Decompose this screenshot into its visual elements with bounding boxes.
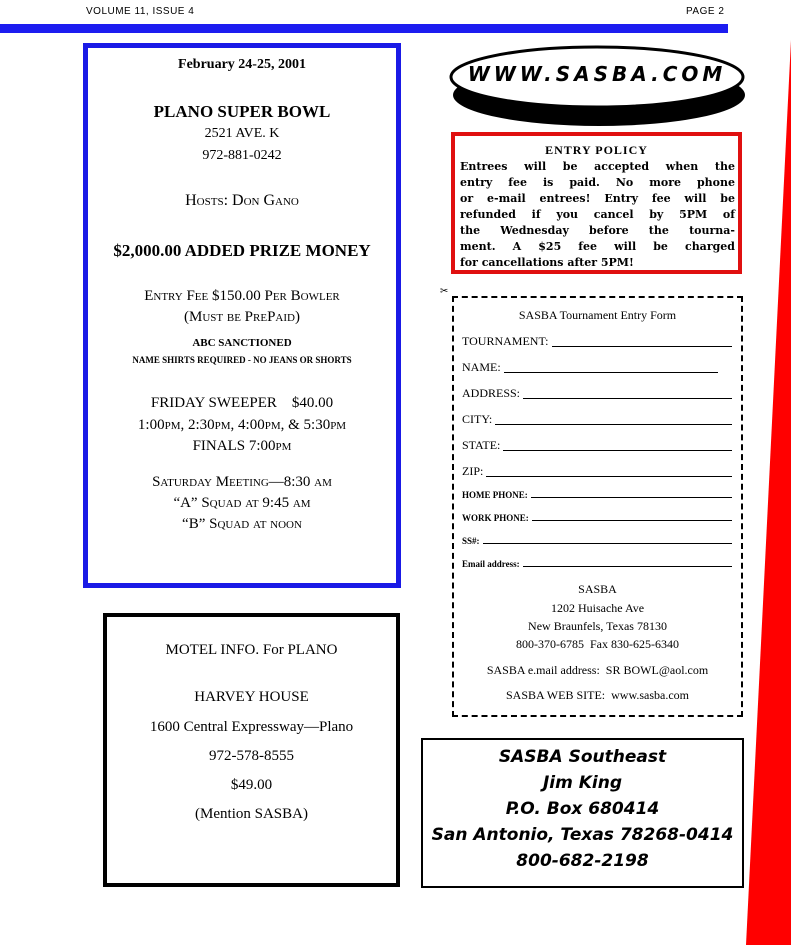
form-phones: 800-370-6785 Fax 830-625-6340 [516, 637, 679, 651]
event-prepaid: (Must be PrePaid) [184, 309, 300, 325]
event-address: 2521 AVE. K [204, 126, 280, 141]
page-number: PAGE 2 [686, 6, 725, 17]
southeast-city: San Antonio, Texas 78268-0414 [431, 825, 734, 845]
motel-address: 1600 Central Expressway—Plano [149, 719, 354, 735]
motel-title: MOTEL INFO. For PLANO [165, 642, 338, 658]
motel-name: HARVEY HOUSE [194, 689, 309, 705]
policy-line: refunded if you cancel by 5PM of [460, 208, 735, 221]
policy-line: Entrees will be accepted when the [460, 160, 735, 173]
red-wedge-decoration [740, 40, 791, 945]
southeast-box: P.O. Box 680414 [505, 799, 660, 819]
policy-line: ment. A $25 fee will be charged [460, 240, 735, 253]
event-sanction: ABC SANCTIONED [192, 337, 292, 349]
website-banner-text[interactable]: WWW.SASBA.COM [467, 62, 727, 86]
motel-phone: 972-578-8555 [209, 748, 294, 764]
form-field-home-phone[interactable]: HOME PHONE: [462, 490, 732, 500]
motel-note: (Mention SASBA) [195, 806, 308, 822]
form-org: SASBA [578, 582, 617, 596]
policy-title: ENTRY POLICY [545, 143, 648, 157]
event-dress-code: NAME SHIRTS REQUIRED - NO JEANS OR SHORTS [132, 355, 352, 365]
form-field-zip[interactable]: ZIP: [462, 464, 732, 479]
event-entry-fee: Entry Fee $150.00 Per Bowler [144, 288, 340, 304]
form-website[interactable]: SASBA WEB SITE: www.sasba.com [506, 688, 689, 702]
form-field-state[interactable]: STATE: [462, 438, 732, 453]
event-venue: PLANO SUPER BOWL [153, 102, 331, 121]
form-email[interactable]: SASBA e.mail address: SR BOWL@aol.com [486, 663, 709, 677]
event-hosts: Hosts: Don Gano [185, 192, 299, 209]
form-title: SASBA Tournament Entry Form [518, 308, 677, 322]
event-finals: FINALS 7:00pm [192, 438, 292, 454]
policy-line: or e-mail entrees! Entry fee will be [460, 192, 735, 205]
event-phone: 972-881-0242 [202, 148, 282, 163]
form-field-address[interactable]: ADDRESS: [462, 386, 732, 401]
form-field-name[interactable]: NAME: [462, 360, 732, 375]
event-date: February 24-25, 2001 [178, 57, 306, 72]
form-street: 1202 Huisache Ave [550, 601, 645, 615]
southeast-phone: 800-682-2198 [516, 851, 649, 871]
form-field-ss[interactable]: SS#: [462, 536, 732, 546]
motel-price: $49.00 [230, 777, 273, 793]
southeast-contact: Jim King [542, 773, 623, 793]
event-sweeper: FRIDAY SWEEPER $40.00 [150, 395, 334, 411]
form-city: New Braunfels, Texas 78130 [528, 619, 667, 633]
header-bar [0, 24, 728, 33]
event-squad-b: “B” Squad at noon [182, 516, 302, 532]
sasba-southeast-box [421, 738, 744, 888]
event-meeting: Saturday Meeting—8:30 am [152, 474, 332, 490]
southeast-name: SASBA Southeast [498, 747, 667, 767]
entry-form [452, 296, 743, 717]
form-field-tournament[interactable]: TOURNAMENT: [462, 334, 732, 349]
website-banner-ellipse [449, 45, 749, 130]
policy-line: the Wednesday before the tourna- [460, 224, 735, 237]
form-field-city[interactable]: CITY: [462, 412, 732, 427]
scissors-icon: ✂ [440, 286, 449, 297]
event-info-box [83, 43, 401, 588]
event-squad-a: “A” Squad at 9:45 am [173, 495, 311, 511]
entry-policy-box [451, 132, 742, 274]
event-prize: $2,000.00 ADDED PRIZE MONEY [113, 241, 371, 260]
volume-label: VOLUME 11, ISSUE 4 [86, 6, 195, 17]
policy-line: entry fee is paid. No more phone [460, 176, 735, 189]
event-sweeper-times: 1:00pm, 2:30pm, 4:00pm, & 5:30pm [137, 417, 347, 433]
form-field-email[interactable]: Email address: [462, 559, 732, 569]
motel-info-box [103, 613, 400, 887]
policy-line: for cancellations after 5PM! [460, 256, 634, 269]
form-field-work-phone[interactable]: WORK PHONE: [462, 513, 732, 523]
